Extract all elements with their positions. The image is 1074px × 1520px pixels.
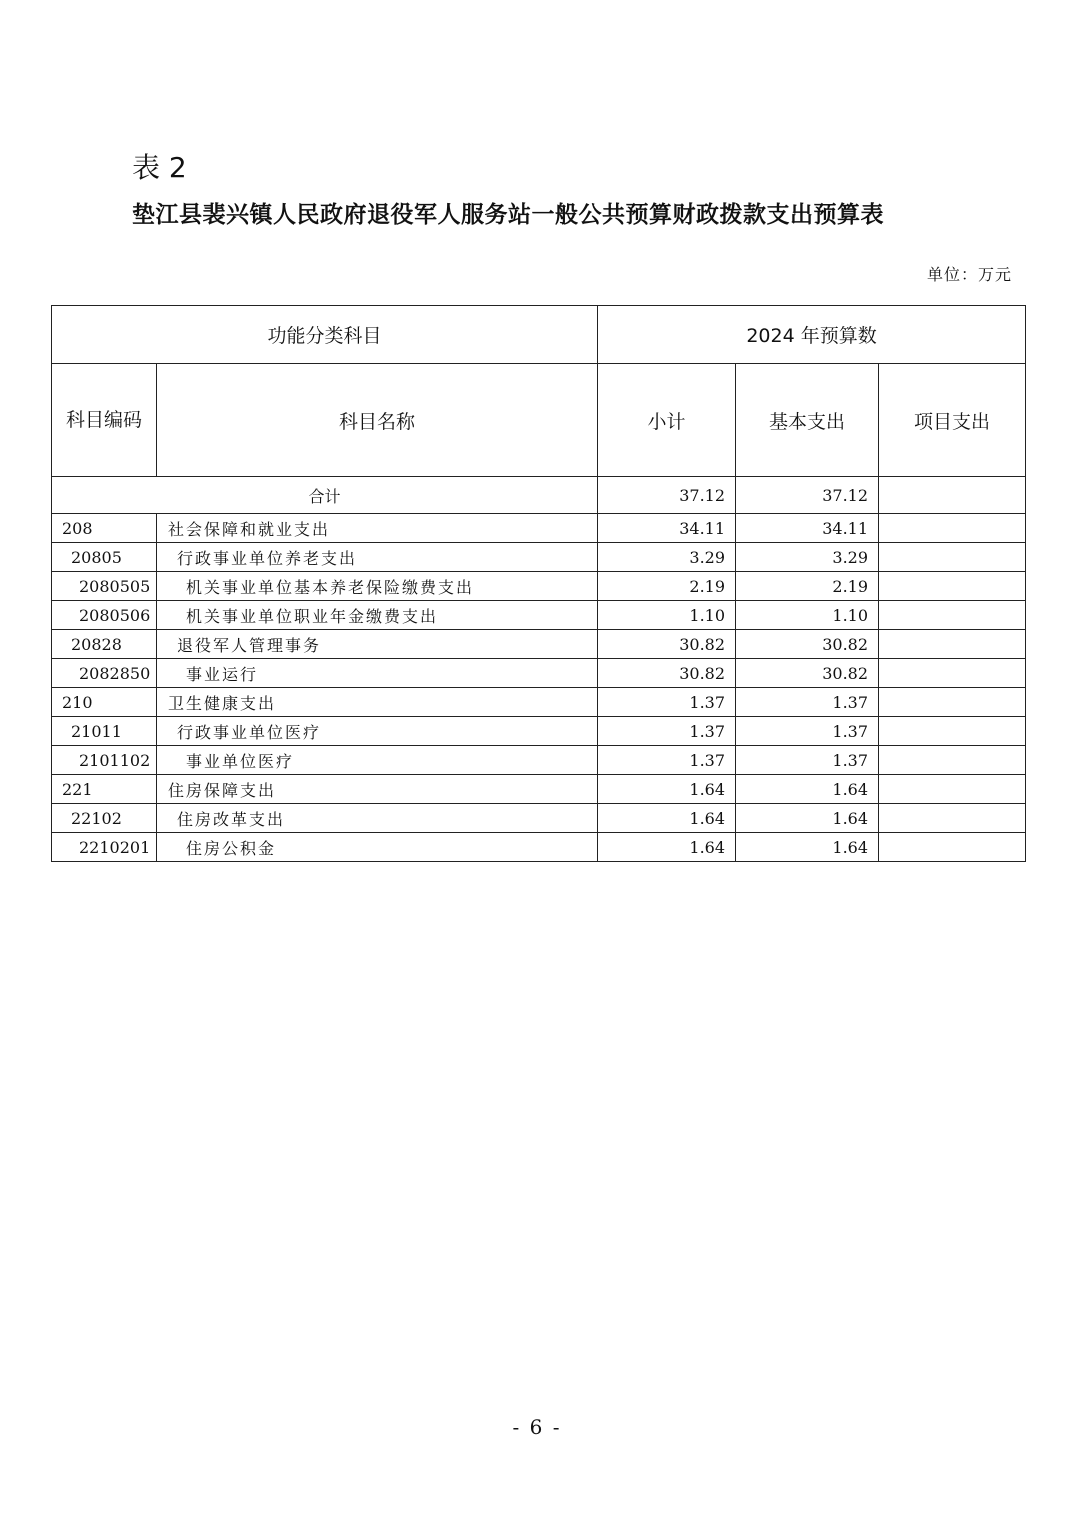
row-subtotal: 1.37 (598, 717, 736, 746)
row-project (879, 572, 1026, 601)
document-title: 垫江县裴兴镇人民政府退役军人服务站一般公共预算财政拨款支出预算表 (132, 202, 884, 228)
row-basic: 3.29 (736, 543, 879, 572)
function-class-header: 功能分类科目 (52, 306, 598, 364)
row-code: 20828 (52, 630, 157, 659)
row-subtotal: 1.37 (598, 746, 736, 775)
row-subtotal: 2.19 (598, 572, 736, 601)
total-label: 合计 (52, 477, 598, 514)
row-project (879, 630, 1026, 659)
row-code: 22102 (52, 804, 157, 833)
row-name: 住房改革支出 (157, 804, 598, 833)
table-row (52, 543, 1026, 572)
row-project (879, 717, 1026, 746)
project-column-header: 项目支出 (879, 364, 1026, 477)
page-number: - 6 - (512, 1415, 562, 1439)
table-row (52, 601, 1026, 630)
row-name: 社会保障和就业支出 (157, 514, 598, 543)
row-code: 208 (52, 514, 157, 543)
row-project (879, 746, 1026, 775)
table-row (52, 746, 1026, 775)
table-row (52, 630, 1026, 659)
row-code: 2080506 (52, 601, 157, 630)
row-name: 行政事业单位医疗 (157, 717, 598, 746)
row-subtotal: 30.82 (598, 630, 736, 659)
row-basic: 1.37 (736, 746, 879, 775)
row-basic: 2.19 (736, 572, 879, 601)
row-code: 2082850 (52, 659, 157, 688)
subtotal-column-header: 小计 (598, 364, 736, 477)
row-basic: 30.82 (736, 659, 879, 688)
unit-label: 单位：万元 (926, 265, 1012, 284)
group-header-row (52, 306, 1026, 364)
row-basic: 30.82 (736, 630, 879, 659)
row-subtotal: 1.64 (598, 804, 736, 833)
total-basic: 37.12 (736, 477, 879, 514)
row-subtotal: 30.82 (598, 659, 736, 688)
budget-year-header: 2024 年预算数 (598, 306, 1026, 364)
row-name: 行政事业单位养老支出 (157, 543, 598, 572)
table-row (52, 659, 1026, 688)
row-project (879, 775, 1026, 804)
row-code: 2080505 (52, 572, 157, 601)
row-basic: 1.64 (736, 833, 879, 862)
table-row (52, 833, 1026, 862)
row-subtotal: 1.10 (598, 601, 736, 630)
row-name: 事业单位医疗 (157, 746, 598, 775)
row-project (879, 514, 1026, 543)
name-column-header: 科目名称 (157, 364, 598, 477)
row-project (879, 833, 1026, 862)
row-name: 机关事业单位职业年金缴费支出 (157, 601, 598, 630)
budget-table (51, 305, 1026, 862)
total-subtotal: 37.12 (598, 477, 736, 514)
code-column-header (52, 364, 157, 477)
row-basic: 1.64 (736, 804, 879, 833)
row-subtotal: 1.64 (598, 775, 736, 804)
row-basic: 34.11 (736, 514, 879, 543)
row-name: 退役军人管理事务 (157, 630, 598, 659)
table-row (52, 514, 1026, 543)
row-name: 卫生健康支出 (157, 688, 598, 717)
row-name: 机关事业单位基本养老保险缴费支出 (157, 572, 598, 601)
row-name: 住房保障支出 (157, 775, 598, 804)
column-header-row (52, 364, 1026, 477)
row-name: 住房公积金 (157, 833, 598, 862)
row-code: 20805 (52, 543, 157, 572)
row-basic: 1.64 (736, 775, 879, 804)
row-code: 2210201 (52, 833, 157, 862)
row-code: 2101102 (52, 746, 157, 775)
table-row (52, 572, 1026, 601)
total-project (879, 477, 1026, 514)
code-column-header-text: 科目编码 (65, 409, 142, 431)
row-subtotal: 1.64 (598, 833, 736, 862)
table-label: 表 2 (132, 151, 187, 184)
row-project (879, 688, 1026, 717)
row-subtotal: 1.37 (598, 688, 736, 717)
total-row (52, 477, 1026, 514)
row-code: 221 (52, 775, 157, 804)
row-name: 事业运行 (157, 659, 598, 688)
row-basic: 1.10 (736, 601, 879, 630)
row-project (879, 804, 1026, 833)
row-project (879, 601, 1026, 630)
row-code: 21011 (52, 717, 157, 746)
row-subtotal: 3.29 (598, 543, 736, 572)
table-row (52, 775, 1026, 804)
row-code: 210 (52, 688, 157, 717)
row-basic: 1.37 (736, 717, 879, 746)
table-row (52, 804, 1026, 833)
basic-column-header: 基本支出 (736, 364, 879, 477)
row-subtotal: 34.11 (598, 514, 736, 543)
table-row (52, 717, 1026, 746)
row-project (879, 659, 1026, 688)
row-basic: 1.37 (736, 688, 879, 717)
row-project (879, 543, 1026, 572)
table-row (52, 688, 1026, 717)
